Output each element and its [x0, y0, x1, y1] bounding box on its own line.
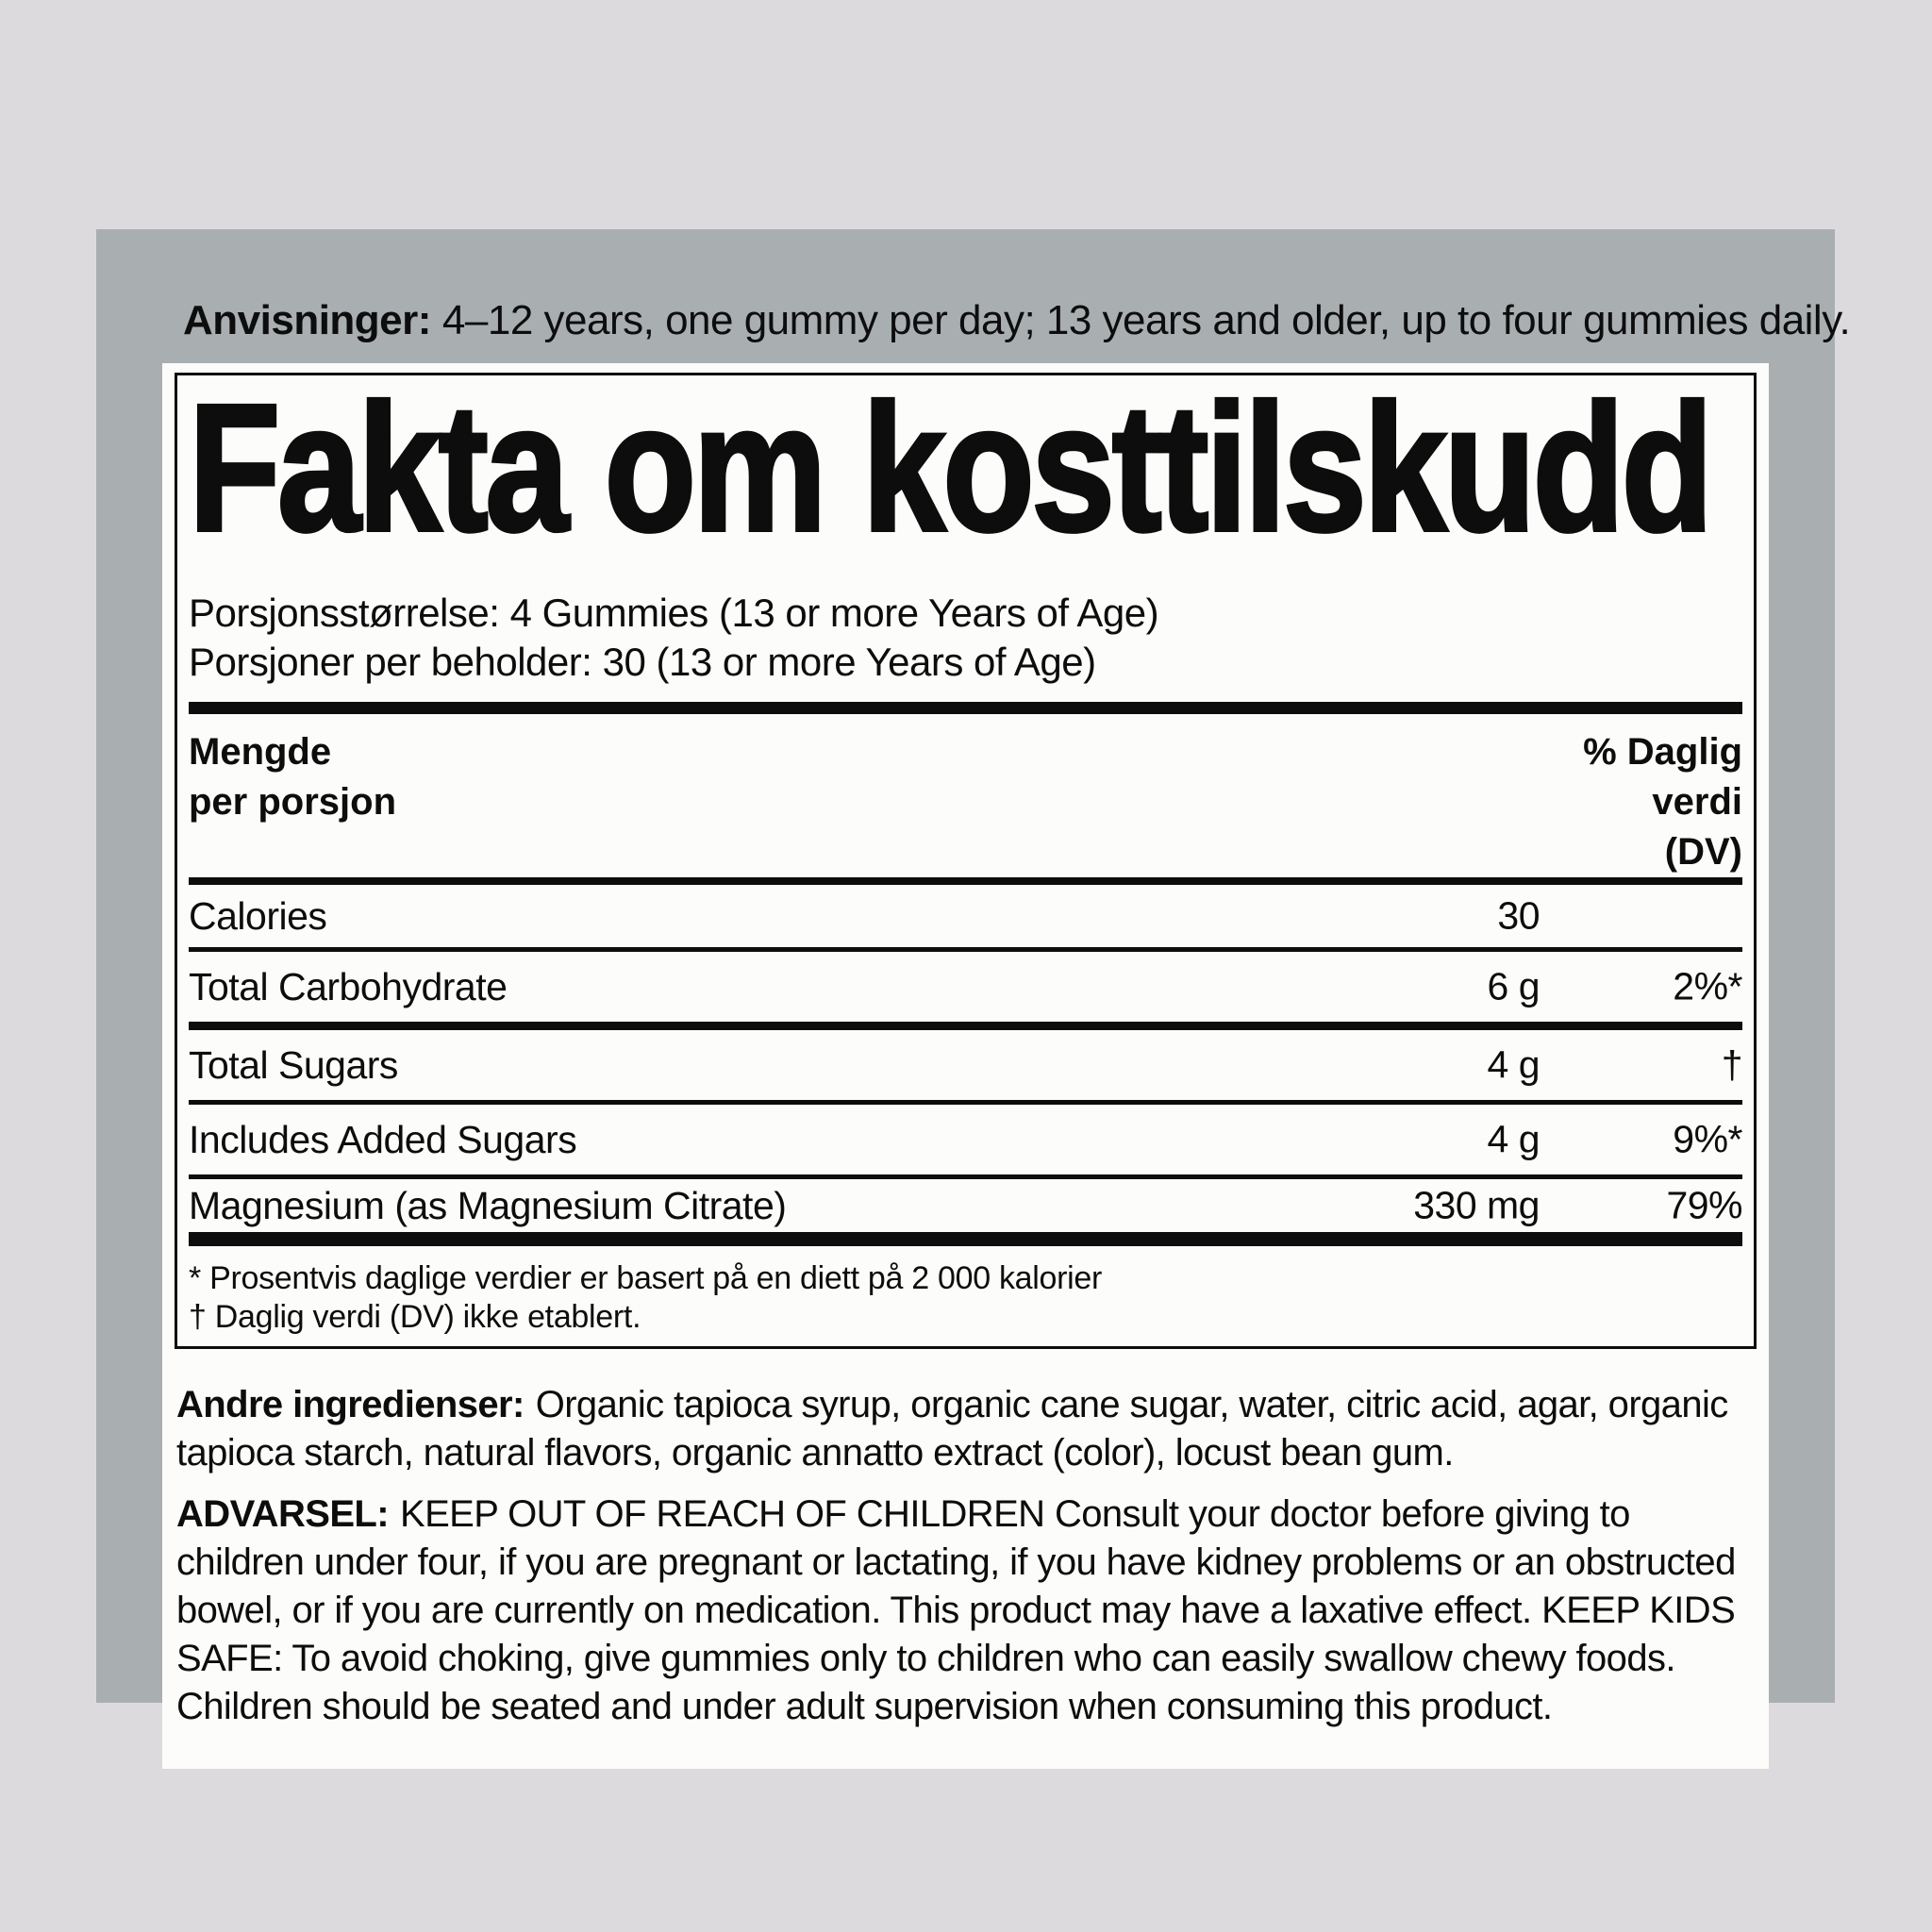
- nutrient-amount: 4 g: [1487, 1117, 1540, 1161]
- other-ingredients-paragraph: [176, 1381, 1755, 1477]
- directions-label: Anvisninger:: [183, 297, 431, 343]
- nutrient-amount: 330 mg: [1413, 1183, 1540, 1227]
- nutrient-name: Magnesium (as Magnesium Citrate): [189, 1183, 787, 1227]
- warning-text: KEEP OUT OF REACH OF CHILDREN Consult your doctor before giving to children under four, if you are pregnant or lactating, if you have kidney problems or an obstructed bowel, or if you are currently on medication. This product may have a laxative effect. KEEP KIDS SAFE: To avoid choking, give gummies only to children who can easily swallow chewy foods. Children should be seated and under adult supervision when consuming this product.: [176, 1493, 1736, 1727]
- amount-header-line2: per porsjon: [189, 781, 397, 823]
- directions-line: [183, 295, 1851, 346]
- nutrient-row-magnesium: [189, 1179, 1742, 1232]
- servings-per-container-line: Porsjoner per beholder: 30 (13 or more Years of Age): [189, 640, 1096, 684]
- other-ingredients-text: Organic tapioca syrup, organic cane sugar, water, citric acid, agar, organic tapioca starch, natural flavors, organic annatto extract (color), locust bean gum.: [176, 1384, 1728, 1474]
- nutrient-dv: 9%*: [1673, 1117, 1742, 1161]
- footnote-daily-values: * Prosentvis daglige verdier er basert på en diett på 2 000 kalorier: [189, 1260, 1103, 1296]
- dv-header-line2: verdi: [1652, 781, 1742, 823]
- footnote-dv-not-established: † Daglig verdi (DV) ikke etablert.: [189, 1299, 641, 1335]
- directions-text: 4–12 years, one gummy per day; 13 years and older, up to four gummies daily.: [441, 297, 1851, 343]
- serving-size-line: Porsjonsstørrelse: 4 Gummies (13 or more Years of Age): [189, 591, 1159, 635]
- row-divider-medium: [189, 1022, 1742, 1030]
- column-headers: [189, 727, 1742, 877]
- other-ingredients-label: Andre ingredienser:: [176, 1384, 525, 1425]
- warning-paragraph: [176, 1491, 1755, 1731]
- label-panel: [96, 229, 1851, 1727]
- nutrient-row-added-sugars: [189, 1105, 1742, 1174]
- nutrient-row-calories: [189, 885, 1742, 947]
- dv-column-header: [1583, 727, 1742, 877]
- nutrient-name: Includes Added Sugars: [189, 1117, 577, 1161]
- label-card: [162, 363, 1769, 1769]
- nutrient-amount: 4 g: [1487, 1042, 1540, 1087]
- divider-thick-top: [189, 702, 1742, 714]
- facts-title-text: Fakta om kosttilskudd: [189, 365, 1710, 569]
- nutrient-amount: 30: [1497, 893, 1540, 938]
- nutrient-name: Total Carbohydrate: [189, 964, 508, 1008]
- nutrient-dv: 2%*: [1673, 964, 1742, 1008]
- nutrient-name: Calories: [189, 893, 327, 938]
- nutrient-row-total-sugars: [189, 1030, 1742, 1100]
- amount-column-header: [189, 727, 396, 827]
- supplement-facts-box: [175, 365, 1757, 1349]
- facts-title: [189, 365, 1742, 569]
- dv-header-line1: % Daglig: [1583, 731, 1742, 773]
- amount-header-line1: Mengde: [189, 731, 332, 773]
- nutrient-dv: 79%: [1666, 1183, 1742, 1227]
- nutrient-name: Total Sugars: [189, 1042, 398, 1087]
- divider-medium-header: [189, 877, 1742, 885]
- nutrient-amount: 6 g: [1487, 964, 1540, 1008]
- nutrient-dv: †: [1721, 1042, 1742, 1087]
- divider-thick-bottom: [189, 1232, 1742, 1246]
- warning-label: ADVARSEL:: [176, 1493, 389, 1535]
- nutrient-row-total-carbohydrate: [189, 952, 1742, 1022]
- dv-header-line3: (DV): [1664, 831, 1742, 873]
